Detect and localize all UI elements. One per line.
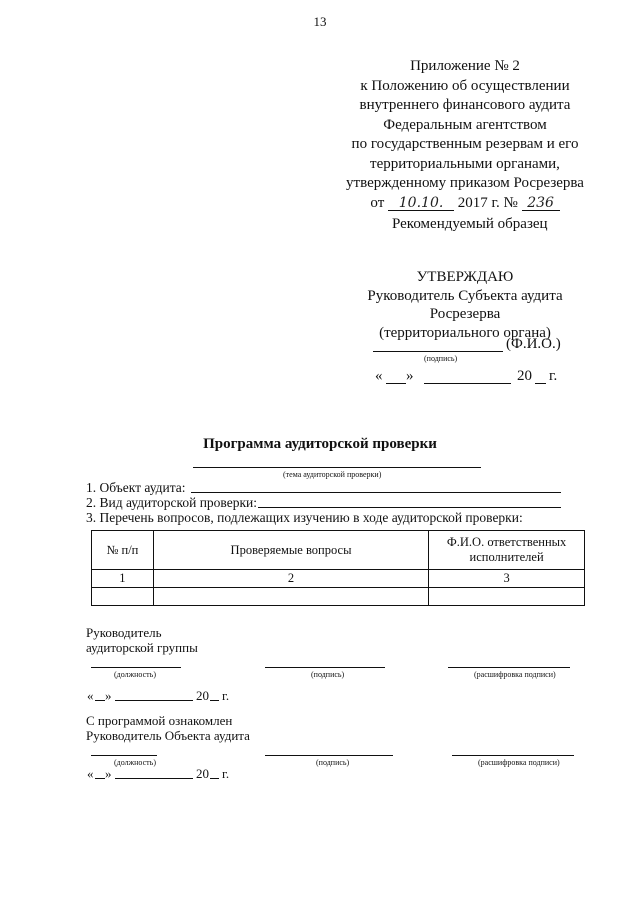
appendix-line: Приложение № 2	[410, 58, 520, 74]
position-line	[91, 667, 181, 668]
approval-heading: УТВЕРЖДАЮ	[416, 269, 514, 285]
approval-line: (территориального органа)	[379, 324, 551, 341]
approval-line: Руководитель Субъекта аудита	[367, 287, 563, 304]
position-caption: (должность)	[114, 758, 156, 767]
column-number: 1	[92, 570, 154, 588]
decoding-caption: (расшифровка подписи)	[478, 758, 560, 767]
decoding-line	[448, 667, 570, 668]
group-year: 20	[196, 688, 209, 703]
item-audit-object: 1. Объект аудита:	[86, 480, 186, 495]
approval-year-line	[535, 383, 546, 384]
acquainted-line1: С программой ознакомлен	[86, 713, 233, 728]
signature-line	[265, 755, 393, 756]
appendix-line: к Положению об осуществлении	[360, 77, 570, 94]
signature-caption: (подпись)	[316, 758, 350, 767]
recommended-sample-label: Рекомендуемый образец	[392, 216, 548, 232]
page-number: 13	[313, 14, 327, 29]
approval-year-suffix: г.	[549, 368, 558, 384]
appendix-line: Федеральным агентством	[383, 116, 547, 133]
signature-line	[265, 667, 385, 668]
table-row	[92, 588, 585, 606]
acq-year-line	[210, 778, 219, 779]
table-header: № п/п	[92, 531, 154, 570]
acq-date-close: »	[105, 766, 112, 781]
table-row	[92, 570, 585, 588]
handwritten-date: 10.10.	[388, 196, 454, 211]
audit-object-line	[191, 492, 561, 493]
appendix-line: территориальными органами,	[370, 155, 560, 172]
acq-day-line	[95, 778, 105, 779]
approval-day-line	[386, 383, 406, 384]
approval-signature-caption: (подпись)	[424, 354, 458, 363]
appendix-line: утвержденному приказом Росрезерва	[346, 175, 584, 191]
group-day-line	[95, 700, 105, 701]
position-line	[91, 755, 157, 756]
approval-fio: (Ф.И.О.)	[506, 336, 561, 352]
approval-signature-line	[373, 351, 503, 352]
item-questions-list: 3. Перечень вопросов, подлежащих изучению в ходе аудиторской проверки:	[86, 510, 523, 525]
table-cell	[153, 588, 428, 606]
group-leader-line2: аудиторской группы	[86, 640, 198, 655]
date-prefix: от	[370, 194, 385, 211]
group-month-line	[115, 700, 193, 701]
program-table	[91, 530, 585, 606]
table-cell	[92, 588, 154, 606]
table-header: Ф.И.О. ответственных исполнителей	[429, 531, 585, 570]
approval-date-close-quote: »	[406, 368, 414, 384]
table-header-row	[92, 531, 585, 570]
column-number: 3	[429, 570, 585, 588]
acq-year: 20	[196, 766, 209, 781]
group-leader-line1: Руководитель	[86, 625, 162, 640]
approval-block	[355, 268, 575, 342]
group-year-line	[210, 700, 219, 701]
column-number: 2	[153, 570, 428, 588]
topic-line	[193, 467, 481, 468]
decoding-line	[452, 755, 574, 756]
acq-month-line	[115, 778, 193, 779]
approval-year: 20	[517, 368, 532, 384]
appendix-line: внутреннего финансового аудита	[359, 97, 571, 113]
table-cell	[429, 588, 585, 606]
topic-caption: (тема аудиторской проверки)	[283, 470, 382, 479]
table-header: Проверяемые вопросы	[153, 531, 428, 570]
audit-type-line	[258, 507, 561, 508]
approval-line: Росрезерва	[429, 306, 501, 322]
acquainted-line2: Руководитель Объекта аудита	[86, 728, 250, 743]
approval-month-line	[424, 383, 511, 384]
group-year-suffix: г.	[222, 688, 230, 703]
appendix-header	[300, 57, 630, 213]
year-number-label: 2017 г. №	[457, 194, 518, 211]
decoding-caption: (расшифровка подписи)	[474, 670, 556, 679]
handwritten-order-number: 236	[522, 196, 560, 211]
acq-year-suffix: г.	[222, 766, 230, 781]
approval-date-open-quote: «	[375, 368, 383, 384]
group-date-close: »	[105, 688, 112, 703]
program-title: Программа аудиторской проверки	[203, 436, 437, 452]
position-caption: (должность)	[114, 670, 156, 679]
signature-caption: (подпись)	[311, 670, 345, 679]
acq-date-open: «	[87, 766, 94, 781]
appendix-date-line	[300, 194, 630, 214]
item-audit-type: 2. Вид аудиторской проверки:	[86, 495, 258, 510]
group-date-open: «	[87, 688, 94, 703]
appendix-line: по государственным резервам и его	[351, 136, 579, 152]
